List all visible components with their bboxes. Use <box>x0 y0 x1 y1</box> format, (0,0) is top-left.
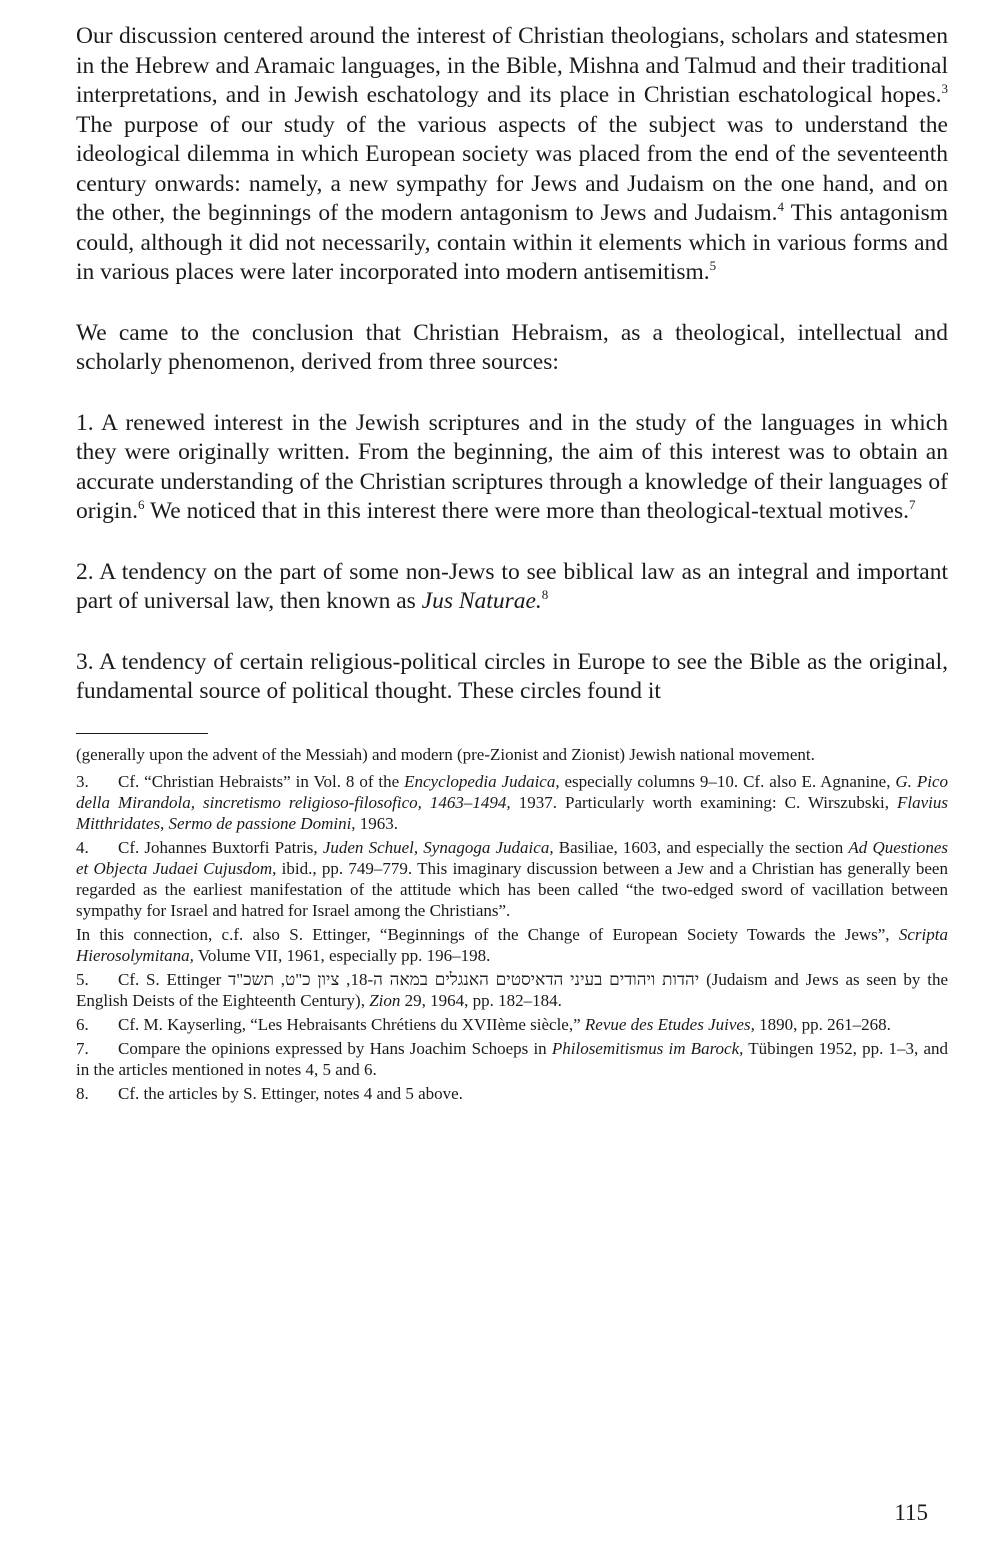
italic-text: Ad Questiones et Objecta Judaei Cujusdom, <box>76 837 949 878</box>
footnote-reference: 5 <box>709 258 717 274</box>
text-segment: Cf. the articles by S. Ettinger, notes 4 and 5 above. <box>118 1083 463 1103</box>
footnotes <box>76 744 948 1104</box>
text-segment: This antagonism could, although it did not necessarily, contain within it elements which in various forms and in various places were later incorporated into modern antisemitism. <box>76 200 948 285</box>
footnote-number: 4. <box>76 837 89 857</box>
text-segment: 29, 1964, pp. 182–184. <box>400 990 562 1010</box>
italic-text: Encyclopedia Judaica, <box>404 771 560 791</box>
text-segment: Cf. M. Kayserling, “Les Hebraisants Chrétiens du XVIIème siècle,” <box>118 1014 585 1034</box>
italic-text: Jus Naturae. <box>421 588 542 614</box>
text-segment: ibid., pp. 749–779. This imaginary discussion between a Jew and a Christian has generally been regarded as the earliest manifestation of the attitude which has been called “the two-edged sword of vacillation between sympathy for Israel and hatred for Israel among the Christians”. <box>76 858 948 920</box>
text-segment: 1. A renewed interest in the Jewish scriptures and in the study of the languages in which they were originally written. From the beginning, the aim of this interest was to obtain an accurate understanding of the Christian scriptures through a knowledge of their languages of origin. <box>76 409 948 524</box>
page-number: 115 <box>894 1500 928 1525</box>
footnote-number: 3. <box>76 771 89 791</box>
text-segment: In this connection, c.f. also S. Ettinger, “Beginnings of the Change of European Society Towards the Jews”, <box>76 924 899 944</box>
text-segment: 3. A tendency of certain religious-political circles in Europe to see the Bible as the original, fundamental source of political thought. These circles found it <box>76 648 948 704</box>
text-segment: Basiliae, 1603, and especially the section <box>553 837 849 857</box>
body-text <box>76 22 948 707</box>
text-segment: (Judaism and Jews as seen by the English Deists of the Eighteenth Century), <box>76 969 948 1010</box>
footnote-reference: 8 <box>541 587 549 603</box>
italic-text: G. Pico della Mirandola, sincretismo religioso-filosofico, 1463–1494, <box>76 771 948 812</box>
text-segment: We noticed that in this interest there were more than theological-textual motives. <box>144 498 909 524</box>
text-segment: Our discussion centered around the interest of Christian theologians, scholars and statesmen in the Hebrew and Aramaic languages, in the Bible, Mishna and Talmud and their traditional interpretations, and in Jewish eschatology and its place in Christian eschatological hopes. <box>76 23 948 108</box>
italic-text: Philosemitismus im Barock, <box>551 1038 744 1058</box>
italic-text: Flavius Mitthridates, Sermo de passione Domini, <box>76 792 948 833</box>
text-segment: Cf. “Christian Hebraists” in Vol. 8 of the <box>118 771 405 791</box>
body-paragraph <box>76 648 948 707</box>
text-segment: (generally upon the advent of the Messiah) and modern (pre-Zionist and Zionist) Jewish national movement. <box>76 744 815 764</box>
footnote <box>76 1014 948 1035</box>
body-paragraph <box>76 558 948 617</box>
text-segment: The purpose of our study of the various aspects of the subject was to understand the ideological dilemma in which European society was placed from the end of the seventeenth century onwards: namely, a new sympathy for Jews and Judaism on the one hand, and on the other, the beginnings of the modern antagonism to Jews and Judaism. <box>76 111 948 226</box>
text-segment: 1937. Particularly worth examining: C. Wirszubski, <box>510 792 897 812</box>
footnote <box>76 924 948 966</box>
footnote <box>76 837 948 921</box>
footnote <box>76 1038 948 1080</box>
italic-text: Zion <box>369 990 401 1010</box>
footnote-reference: 7 <box>908 497 916 513</box>
footnote-number: 8. <box>76 1083 89 1103</box>
body-paragraph <box>76 409 948 527</box>
text-segment: Tübingen 1952, pp. 1–3, and in the articles mentioned in notes 4, 5 and 6. <box>76 1038 948 1079</box>
text-segment: 1890, pp. 261–268. <box>754 1014 891 1034</box>
italic-text: Revue des Etudes Juives, <box>584 1014 755 1034</box>
footnote-reference: 3 <box>941 81 948 97</box>
text-segment: 2. A tendency on the part of some non-Jews to see biblical law as an integral and important part of universal law, then known as <box>76 558 948 614</box>
text-segment: Volume VII, 1961, especially pp. 196–198. <box>193 945 491 965</box>
italic-text: Scripta Hierosolymitana, <box>76 924 948 965</box>
footnote <box>76 969 948 1011</box>
text-segment: Compare the opinions expressed by Hans Joachim Schoeps in <box>118 1038 552 1058</box>
footnote <box>76 1083 948 1104</box>
hebrew-text: יהדות ויהודים בעיני הדאיסטים האנגלים במאה ה-18, ציון כ"ט, תשכ"ד <box>228 969 700 989</box>
footnote <box>76 771 948 834</box>
footnote <box>76 744 948 765</box>
italic-text: Juden Schuel, Synagoga Judaica, <box>322 837 554 857</box>
footnote-number: 6. <box>76 1014 89 1034</box>
footnote-number: 5. <box>76 969 89 989</box>
text-segment: Cf. S. Ettinger <box>118 969 229 989</box>
footnote-reference: 6 <box>138 497 145 513</box>
footnote-separator <box>76 733 208 734</box>
text-segment: 1963. <box>355 813 399 833</box>
text-segment: We came to the conclusion that Christian Hebraism, as a theological, intellectual and scholarly phenomenon, derived from three sources: <box>76 319 948 375</box>
body-paragraph <box>76 319 948 378</box>
text-segment: Cf. Johannes Buxtorfi Patris, <box>118 837 323 857</box>
footnote-number: 7. <box>76 1038 89 1058</box>
text-segment: especially columns 9–10. Cf. also E. Agnanine, <box>559 771 896 791</box>
page-content <box>76 22 948 1107</box>
body-paragraph <box>76 22 948 288</box>
footnote-reference: 4 <box>777 199 785 215</box>
